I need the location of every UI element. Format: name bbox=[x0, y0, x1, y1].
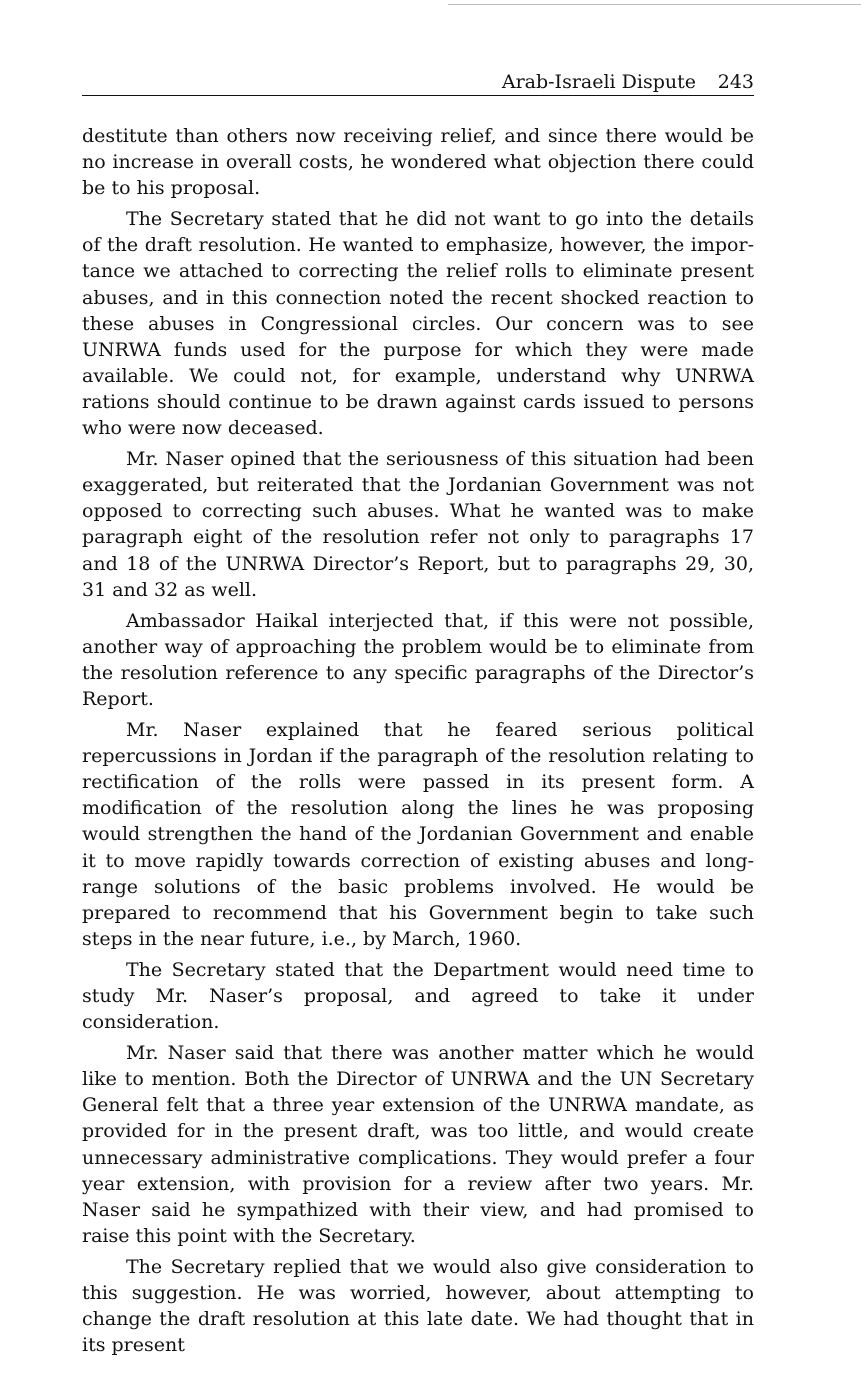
paragraph: Mr. Naser opined that the seriousness of this situation had been exaggerated, but reiterated that the Jordanian Government was not opposed to correcting such abuses. What he wanted was to make paragraph eight of the resolution refer not only to paragraphs 17 and 18 of the UNRWA Director’s Report, but to paragraphs 29, 30, 31 and 32 as well. bbox=[82, 448, 754, 601]
paragraph-continued: destitute than others now receiving relief, and since there would be no increase in overall costs, he wondered what objection there could be to his proposal. bbox=[82, 125, 754, 200]
paragraph-continues: The Secretary replied that we would also give consideration to this suggestion. He was worried, however, about attempting to change the draft resolution at this late date. We had thought that in its present bbox=[82, 1255, 754, 1357]
paragraph: Ambassador Haikal interjected that, if this were not possible, another way of approaching the problem would be to eliminate from the resolution reference to any specific paragraphs of the Director’s Report. bbox=[82, 609, 754, 710]
paragraph: The Secretary stated that the Department would need time to study Mr. Naser’s proposal, and agreed to take it under consideration. bbox=[82, 958, 754, 1034]
scan-edge-rule bbox=[448, 4, 861, 5]
body-text bbox=[82, 123, 754, 1363]
running-title: Arab-Israeli Dispute bbox=[501, 71, 696, 93]
page-number: 243 bbox=[717, 71, 754, 93]
running-header bbox=[82, 70, 754, 96]
paragraph: The Secretary stated that he did not want to go into the details of the draft resolution. He wanted to emphasize, however, the importance we attached to correcting the relief rolls to eliminate present abuses, and in this connection noted the recent shocked reaction to these abuses in Congressional circles. Our concern was to see UNRWA funds used for the purpose for which they were made available. We could not, for example, understand why UNRWA rations should continue to be drawn against cards issued to persons who were now deceased. bbox=[82, 208, 754, 440]
paragraph: Mr. Naser said that there was another matter which he would like to mention. Both the Director of UNRWA and the UN Secretary General felt that a three year extension of the UNRWA mandate, as provided for in the present draft, was too little, and would create unnecessary administrative complications. They would prefer a four year extension, with provision for a review after two years. Mr. Naser said he sympathized with their view, and had promised to raise this point with the Secretary. bbox=[82, 1042, 754, 1247]
paragraph: Mr. Naser explained that he feared serious political repercussions in Jordan if the paragraph of the resolution relating to rectification of the rolls were passed in its present form. A modification of the resolution along the lines he was proposing would strengthen the hand of the Jordanian Government and enable it to move rapidly towards correction of existing abuses and long-range solutions of the basic problems involved. He would be prepared to recommend that his Government begin to take such steps in the near future, i.e., by March, 1960. bbox=[82, 719, 754, 950]
